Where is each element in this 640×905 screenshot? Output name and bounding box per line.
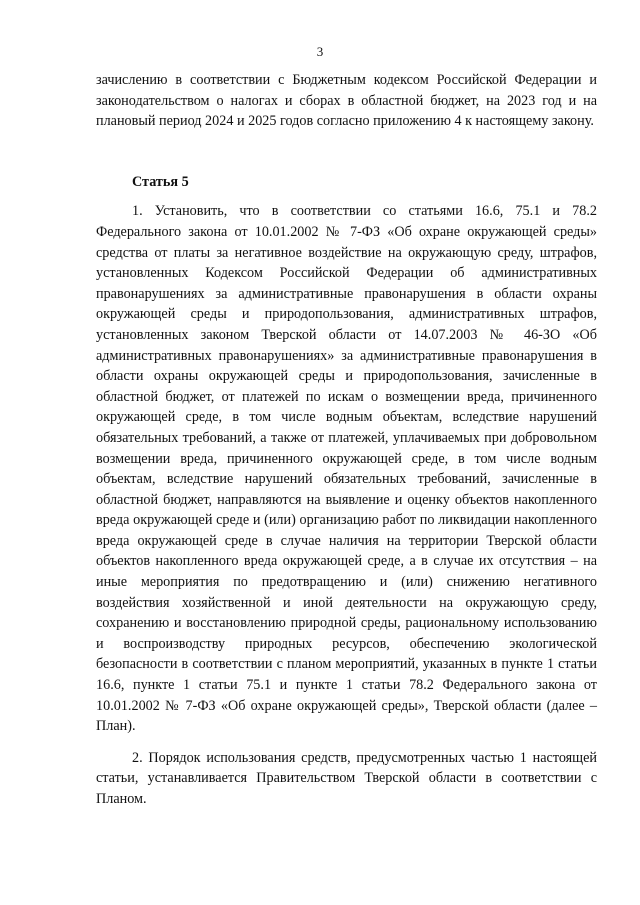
article-title: Статья 5 <box>132 173 189 190</box>
continuation-paragraph: зачислению в соответствии с Бюджетным кодексом Российской Федерации и законодательством о налогах и сборах в областной бюджет, на 2023 год и на плановый период 2024 и 2025 годов согласно приложению 4 к настоящему закону. <box>96 72 597 130</box>
spacer <box>96 192 597 201</box>
article-paragraph-1: 1. Установить, что в соответствии со статьями 16.6, 75.1 и 78.2 Федерального закона от 10.01.2002 № 7-ФЗ «Об охране окружающей среды» средства от платы за негативное воздействие на окружающую среду, штрафов, установленных Кодексом Российской Федерации об административных правонарушениях за административные правонарушения в области охраны окружающей среды и природопользования, административных штрафов, установленных законом Тверской области от 14.07.2003 № 46-ЗО «Об административных правонарушениях» за административные правонарушения в области охраны окружающей среды и природопользования, зачисленные в областной бюджет, от платежей по искам о возмещении вреда, причиненного окружающей среде, в том числе водным объектам, вследствие нарушений обязательных требований, а также от платежей, уплачиваемых при добровольном возмещении вреда, причиненного окружающей среде, в том числе водным объектам, вследствие нарушений обязательных требований, зачисленные в областной бюджет, направляются на выявление и оценку объектов накопленного вреда окружающей среде и (или) организацию работ по ликвидации накопленного вреда окружающей среде в случае наличия на территории Тверской области объектов накопленного вреда окружающей среде, а в случае их отсутствия – на иные мероприятия по предотвращению и (или) снижению негативного воздействия хозяйственной и иной деятельности на окружающую среду, сохранению и восстановлению природной среды, рациональному использованию и воспроизводству природных ресурсов, обеспечению экологической безопасности в соответствии с планом мероприятий, указанных в пункте 1 статьи 16.6, пункте 1 статьи 75.1 и пункте 1 статьи 78.2 Федерального закона от 10.01.2002 № 7-ФЗ «Об охране окружающей среды», Тверской области (далее – План). <box>96 203 597 735</box>
article-paragraph-2: 2. Порядок использования средств, предусмотренных частью 1 настоящей статьи, устанавливается Правительством Тверской области в соответствии с Планом. <box>96 749 597 807</box>
spacer <box>96 737 597 748</box>
document-body <box>96 70 597 810</box>
page-number: 3 <box>316 44 324 59</box>
spacer <box>96 132 597 172</box>
